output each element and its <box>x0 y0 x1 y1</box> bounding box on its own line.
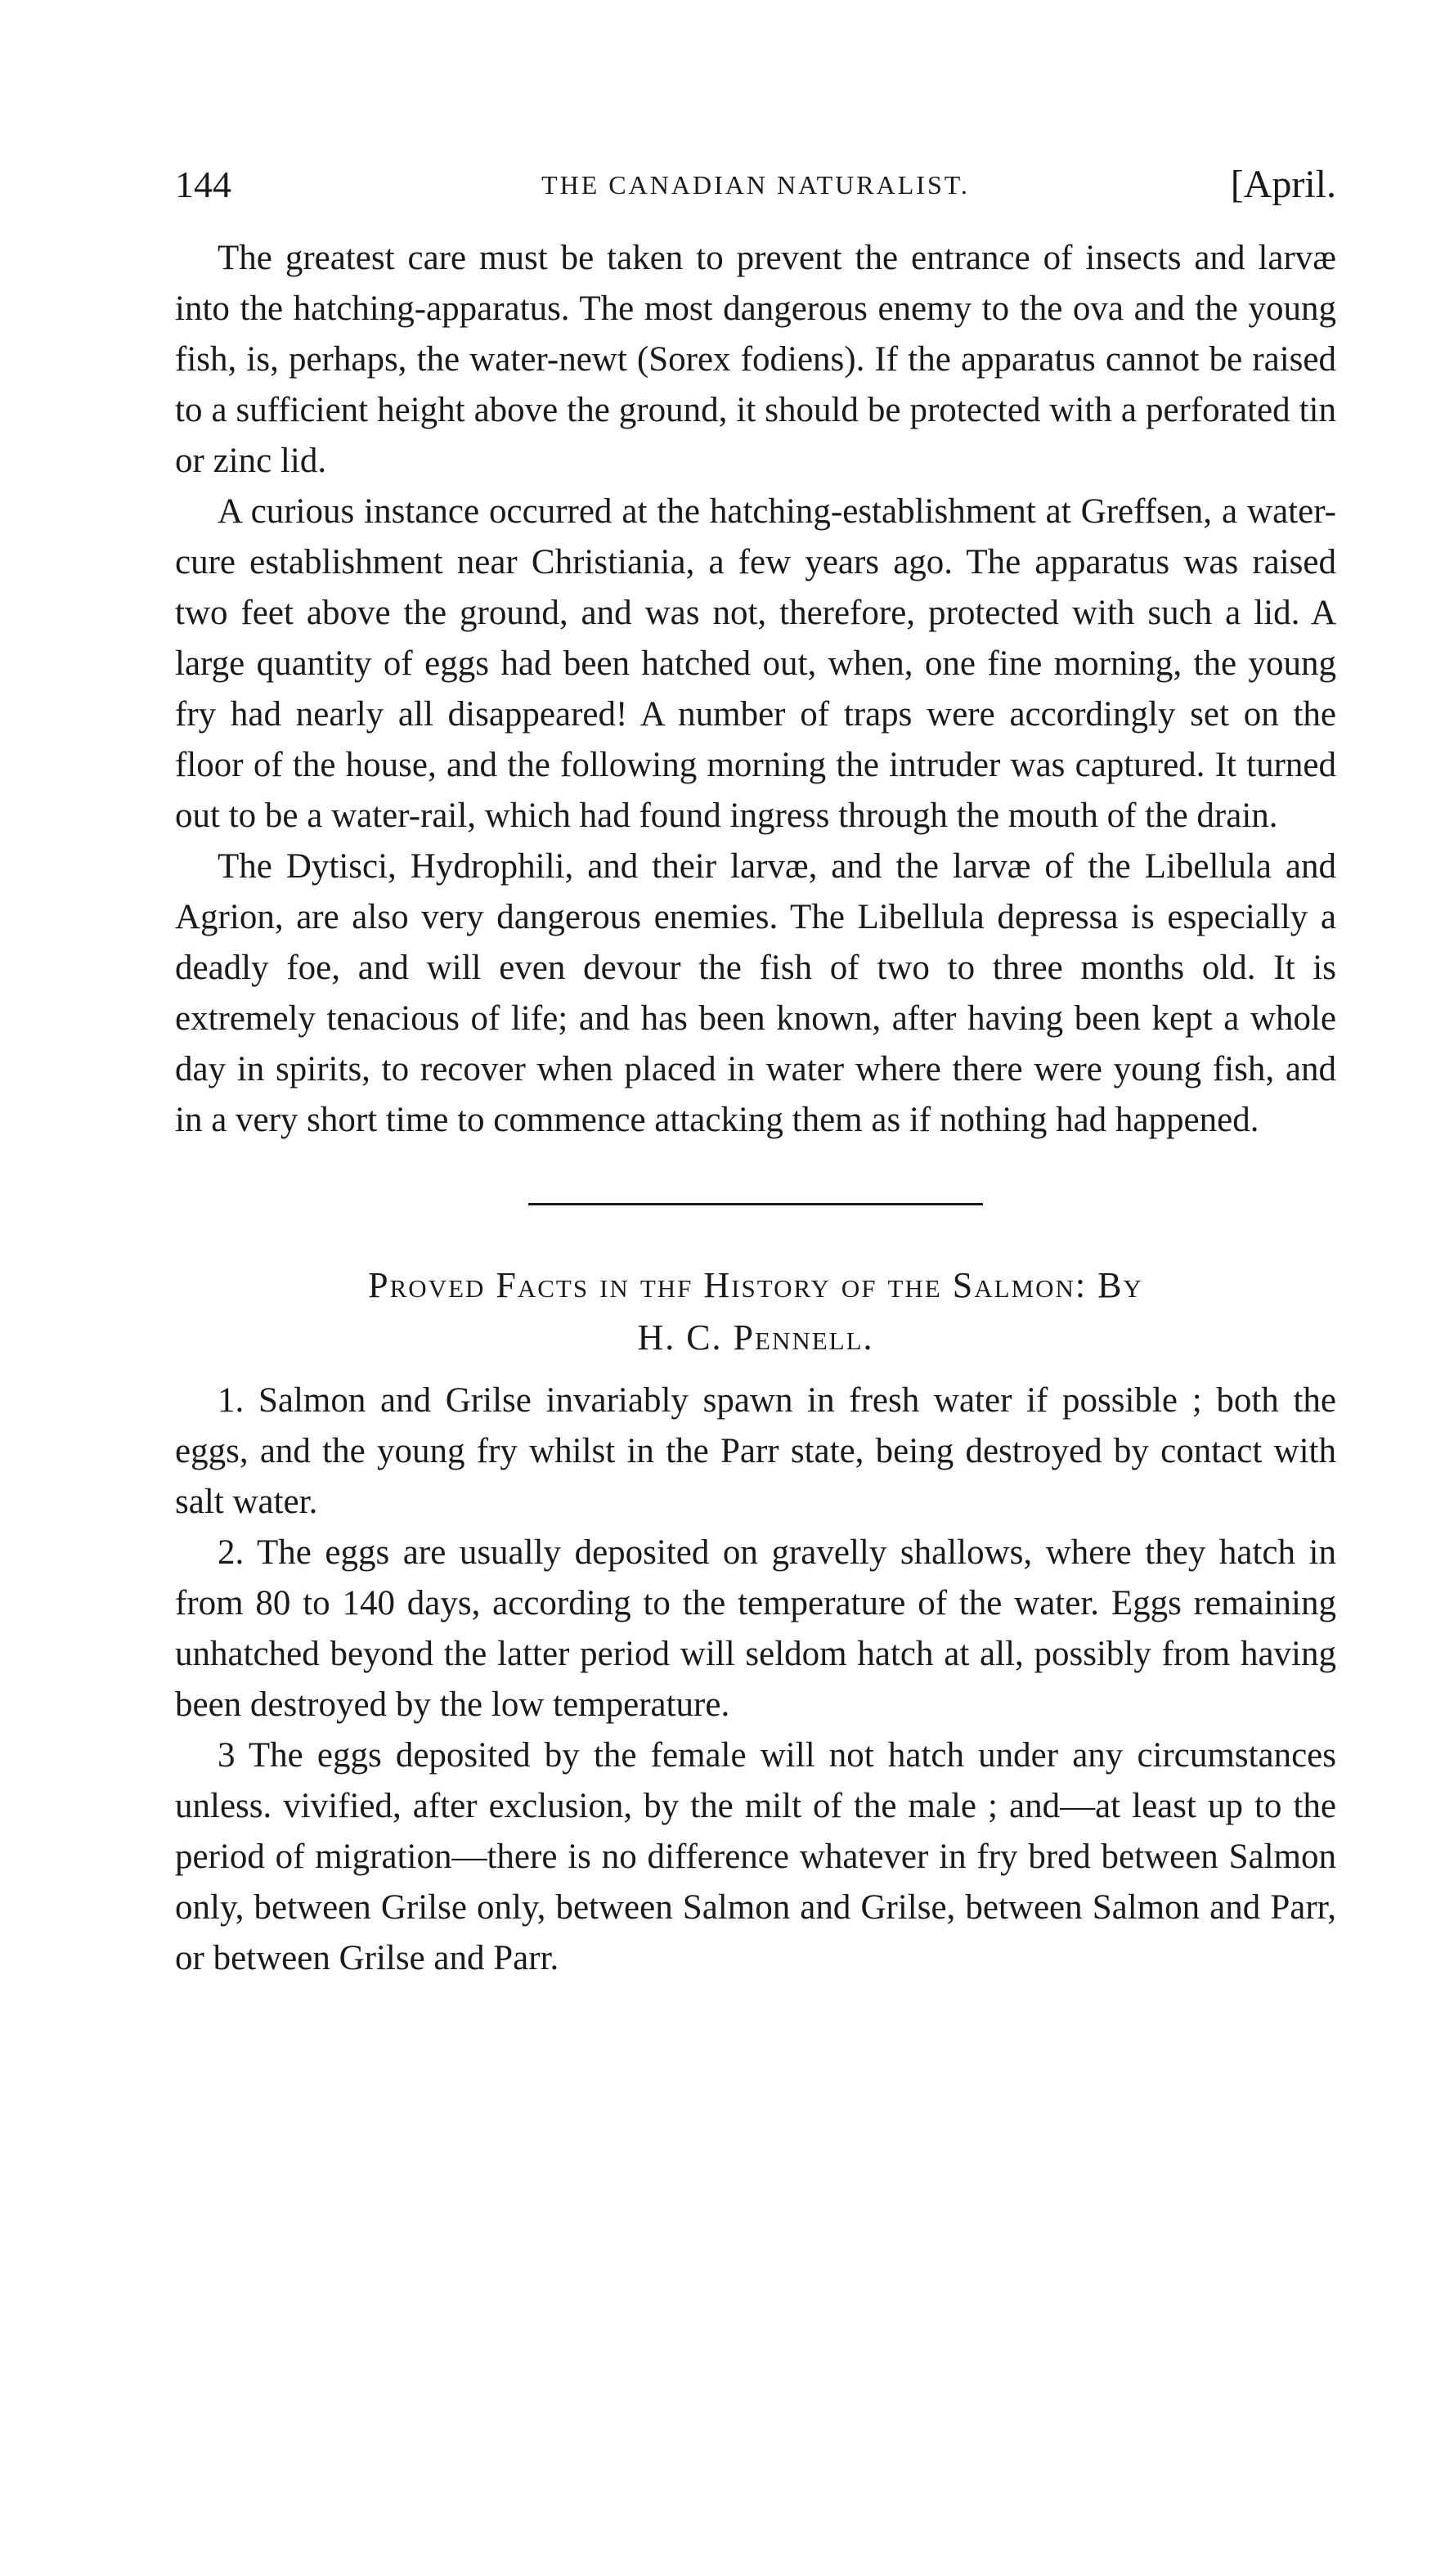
page-number: 144 <box>175 164 231 205</box>
fact-item-3: 3 The eggs deposited by the female will not hatch under any circumstances unless. vivified, after exclusion, by the milt of the male ; and—at least up to the period of migration—there is no difference whatever in fry bred between Salmon only, between Grilse only, between Salmon and Grilse, between Salmon and Parr, or between Grilse and Parr. <box>175 1736 1336 1977</box>
section-heading <box>175 1259 1336 1364</box>
fact-item-2: 2. The eggs are usually deposited on gravelly shallows, where they hatch in from 80 to 140 days, according to the temperature of the water. Eggs remaining unhatched beyond the latter period will seldom hatch at all, possibly from having been destroyed by the low temperature. <box>175 1533 1336 1724</box>
running-title: THE CANADIAN NATURALIST. <box>541 170 970 200</box>
paragraph-2: A curious instance occurred at the hatching-establishment at Greffsen, a water-cure establishment near Christiania, a few years ago. The apparatus was raised two feet above the ground, and was not, therefore, protected with such a lid. A large quantity of eggs had been hatched out, when, one fine morning, the young fry had nearly all disappeared! A number of traps were accordingly set on the floor of the house, and the following morning the intruder was captured. It turned out to be a water-rail, which had found ingress through the mouth of the drain. <box>175 492 1336 835</box>
section-heading-line-1: Proved Facts in thf History of the Salmon: By <box>368 1265 1143 1305</box>
section-divider <box>528 1203 983 1205</box>
fact-item-1: 1. Salmon and Grilse invariably spawn in fresh water if possible ; both the eggs, and the young fry whilst in the Parr state, being destroyed by contact with salt water. <box>175 1381 1336 1521</box>
facts-list <box>175 1376 1336 1984</box>
page-header <box>175 155 1336 214</box>
running-month: [April. <box>1230 163 1336 206</box>
section-heading-line-2: H. C. Pennell. <box>637 1317 874 1358</box>
paragraph-3: The Dytisci, Hydrophili, and their larvæ, and the larvæ of the Libellula and Agrion, are also very dangerous enemies. The Libellula depressa is especially a deadly foe, and will even devour the fish of two to three months old. It is extremely tenacious of life; and has been known, after having been kept a whole day in spirits, to recover when placed in water where there were young fish, and in a very short time to commence attacking them as if nothing had happened. <box>175 847 1336 1139</box>
page-body <box>175 233 1336 1984</box>
paragraph-1: The greatest care must be taken to prevent the entrance of insects and larvæ into the hatching-apparatus. The most dangerous enemy to the ova and the young fish, is, perhaps, the water-newt (Sorex fodiens). If the apparatus cannot be raised to a sufficient height above the ground, it should be protected with a perforated tin or zinc lid. <box>175 239 1336 480</box>
